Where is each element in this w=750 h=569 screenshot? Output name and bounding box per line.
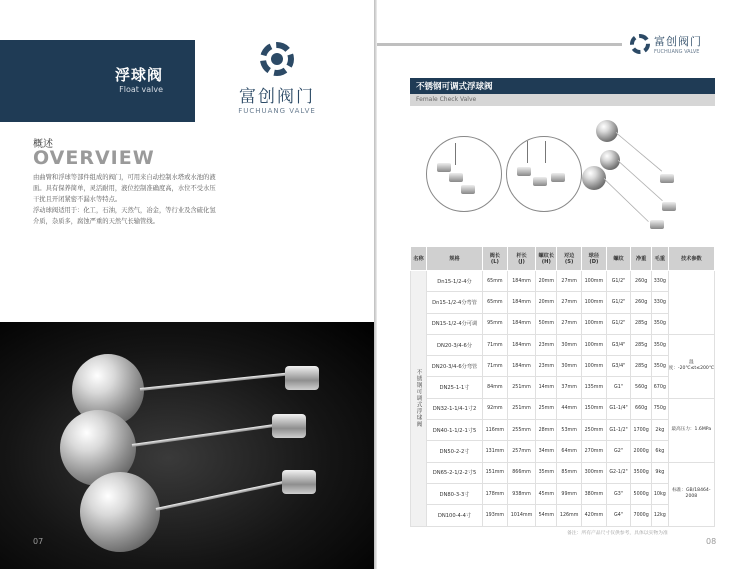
spec-cell-gross: 2kg bbox=[651, 420, 668, 441]
column-header: 毛重 bbox=[651, 247, 668, 271]
spec-cell-l: 65mm bbox=[483, 271, 508, 292]
spec-cell-thread: G2" bbox=[606, 441, 631, 462]
model-cell: DN20-3/4-6分 bbox=[427, 334, 483, 355]
tech-param-cell: 标准：GB/18464-2008 bbox=[668, 462, 714, 526]
spec-cell-d: 420mm bbox=[582, 505, 607, 526]
spec-cell-thread: G1-1/4" bbox=[606, 398, 631, 419]
spec-cell-j: 251mm bbox=[507, 398, 536, 419]
column-header: 螺纹 bbox=[606, 247, 631, 271]
spec-cell-d: 100mm bbox=[582, 356, 607, 377]
spec-cell-s: 27mm bbox=[557, 292, 582, 313]
spec-cell-gross: 670g bbox=[651, 377, 668, 398]
float-ball-image bbox=[596, 120, 618, 142]
spec-cell-net: 285g bbox=[631, 313, 652, 334]
spec-cell-h: 25mm bbox=[536, 398, 557, 419]
footnote: 备注：所有产品尺寸仅供参考，具体以实物为准 bbox=[567, 531, 668, 536]
column-header: 技术参数 bbox=[668, 247, 714, 271]
spec-cell-s: 30mm bbox=[557, 334, 582, 355]
spec-cell-l: 131mm bbox=[483, 441, 508, 462]
page-title: 浮球阀 bbox=[114, 66, 163, 84]
tech-param-cell bbox=[668, 271, 714, 335]
tech-param-cell: 最高压力：1.6MPa bbox=[668, 398, 714, 462]
table-row bbox=[411, 398, 715, 419]
section-title: 不锈钢可调式浮球阀 bbox=[410, 78, 715, 94]
product-circle-image bbox=[426, 136, 502, 212]
spec-cell-gross: 9kg bbox=[651, 462, 668, 483]
table-row bbox=[411, 271, 715, 292]
model-cell: Dn15-1/2-4分弯管 bbox=[427, 292, 483, 313]
overview-body bbox=[33, 172, 221, 227]
section-subtitle: Female Check Valve bbox=[410, 94, 715, 106]
spec-cell-gross: 10kg bbox=[651, 483, 668, 504]
valve-body-image bbox=[285, 366, 319, 390]
spec-cell-d: 270mm bbox=[582, 441, 607, 462]
spec-cell-j: 184mm bbox=[507, 271, 536, 292]
spec-cell-j: 184mm bbox=[507, 334, 536, 355]
overview-paragraph: 由曲臂和浮球等部件组成的阀门，可用来自动控制水塔或水池的液面。具有保养简单，灵活耐用，液位控制准确度高，水位不受水压干扰且开闭紧密不漏水等特点。 bbox=[33, 174, 216, 203]
spec-cell-h: 34mm bbox=[536, 441, 557, 462]
float-rod-image bbox=[156, 480, 289, 511]
model-cell: DN80-3-3寸 bbox=[427, 483, 483, 504]
spec-cell-gross: 350g bbox=[651, 334, 668, 355]
valve-body-image bbox=[650, 220, 664, 229]
spec-cell-gross: 750g bbox=[651, 398, 668, 419]
spec-cell-j: 184mm bbox=[507, 313, 536, 334]
spec-cell-thread: G1/2" bbox=[606, 271, 631, 292]
spec-cell-h: 28mm bbox=[536, 420, 557, 441]
column-header: 对边 (S) bbox=[557, 247, 582, 271]
column-header: 螺纹长 (H) bbox=[536, 247, 557, 271]
model-cell: DN32-1-1/4-1寸2 bbox=[427, 398, 483, 419]
spec-cell-d: 100mm bbox=[582, 292, 607, 313]
spec-cell-h: 23mm bbox=[536, 334, 557, 355]
spec-cell-net: 1700g bbox=[631, 420, 652, 441]
spec-cell-j: 866mm bbox=[507, 462, 536, 483]
model-cell: DN15-1/2-4分可调 bbox=[427, 313, 483, 334]
spec-cell-net: 260g bbox=[631, 292, 652, 313]
valve-body-image bbox=[282, 470, 316, 494]
spec-cell-s: 30mm bbox=[557, 356, 582, 377]
model-cell: DN20-3/4-6分弯管 bbox=[427, 356, 483, 377]
spec-cell-net: 285g bbox=[631, 334, 652, 355]
spec-cell-h: 20mm bbox=[536, 292, 557, 313]
valve-body-image bbox=[662, 202, 676, 211]
model-cell: DN50-2-2寸 bbox=[427, 441, 483, 462]
spec-cell-gross: 350g bbox=[651, 356, 668, 377]
float-ball-image bbox=[80, 472, 160, 552]
column-header: 名称 bbox=[411, 247, 427, 271]
overview-heading: OVERVIEW bbox=[33, 147, 155, 169]
spec-cell-net: 7000g bbox=[631, 505, 652, 526]
model-cell: DN25-1-1寸 bbox=[427, 377, 483, 398]
spec-cell-net: 3500g bbox=[631, 462, 652, 483]
spec-cell-s: 44mm bbox=[557, 398, 582, 419]
spec-cell-d: 300mm bbox=[582, 462, 607, 483]
spec-cell-s: 85mm bbox=[557, 462, 582, 483]
column-header: 净重 bbox=[631, 247, 652, 271]
spec-cell-d: 135mm bbox=[582, 377, 607, 398]
gear-logo-icon bbox=[630, 34, 650, 54]
spec-cell-thread: G3" bbox=[606, 483, 631, 504]
spec-cell-l: 92mm bbox=[483, 398, 508, 419]
spec-cell-s: 64mm bbox=[557, 441, 582, 462]
float-ball-image bbox=[582, 166, 606, 190]
product-illustration bbox=[410, 106, 715, 244]
left-page bbox=[0, 0, 374, 569]
spec-cell-gross: 350g bbox=[651, 313, 668, 334]
spec-cell-l: 193mm bbox=[483, 505, 508, 526]
spec-cell-gross: 330g bbox=[651, 271, 668, 292]
spec-cell-j: 257mm bbox=[507, 441, 536, 462]
float-rod-image bbox=[140, 372, 289, 391]
logo-name: 富创阀门 bbox=[654, 35, 702, 48]
spec-cell-thread: G1/2" bbox=[606, 313, 631, 334]
model-cell: Dn15-1/2-4分 bbox=[427, 271, 483, 292]
spec-cell-thread: G2-1/2" bbox=[606, 462, 631, 483]
spec-cell-d: 150mm bbox=[582, 398, 607, 419]
product-circle-image bbox=[506, 136, 582, 212]
header-logo bbox=[630, 33, 702, 55]
spec-cell-s: 27mm bbox=[557, 271, 582, 292]
spec-cell-j: 251mm bbox=[507, 377, 536, 398]
spec-cell-l: 95mm bbox=[483, 313, 508, 334]
table-header-row bbox=[411, 247, 715, 271]
spec-cell-s: 126mm bbox=[557, 505, 582, 526]
float-rod-image bbox=[132, 423, 281, 447]
logo-name: 富创阀门 bbox=[239, 87, 315, 107]
column-header: 阀长 (L) bbox=[483, 247, 508, 271]
spec-cell-thread: G3/4" bbox=[606, 356, 631, 377]
spec-cell-j: 184mm bbox=[507, 292, 536, 313]
spec-cell-h: 20mm bbox=[536, 271, 557, 292]
model-cell: DN65-2-1/2-2寸5 bbox=[427, 462, 483, 483]
spec-cell-s: 99mm bbox=[557, 483, 582, 504]
spec-cell-h: 35mm bbox=[536, 462, 557, 483]
spec-cell-thread: G1" bbox=[606, 377, 631, 398]
spec-cell-d: 250mm bbox=[582, 420, 607, 441]
valve-body-image bbox=[272, 414, 306, 438]
spec-cell-net: 2000g bbox=[631, 441, 652, 462]
spec-cell-j: 938mm bbox=[507, 483, 536, 504]
spec-cell-l: 84mm bbox=[483, 377, 508, 398]
spec-cell-h: 14mm bbox=[536, 377, 557, 398]
spec-cell-s: 53mm bbox=[557, 420, 582, 441]
brand-logo bbox=[212, 42, 342, 122]
tech-param-cell: 温度：-20℃≤t≤200℃ bbox=[668, 334, 714, 398]
overview-paragraph: 浮动球阀适用于：化工，石油，天然气，冶金，等行业及含硫化氢介质，杂质多，腐蚀严重的天然气长输管线。 bbox=[33, 207, 216, 225]
table-row bbox=[411, 334, 715, 355]
spec-cell-d: 100mm bbox=[582, 334, 607, 355]
spec-cell-h: 45mm bbox=[536, 483, 557, 504]
spec-cell-gross: 330g bbox=[651, 292, 668, 313]
spec-cell-j: 184mm bbox=[507, 356, 536, 377]
spec-cell-thread: G1-1/2" bbox=[606, 420, 631, 441]
title-block bbox=[0, 40, 195, 122]
column-header: 规格 bbox=[427, 247, 483, 271]
spec-cell-d: 100mm bbox=[582, 313, 607, 334]
spec-cell-thread: G3/4" bbox=[606, 334, 631, 355]
spec-cell-gross: 6kg bbox=[651, 441, 668, 462]
page-title-en: Float valve bbox=[119, 85, 163, 94]
spec-cell-s: 27mm bbox=[557, 313, 582, 334]
spec-cell-net: 560g bbox=[631, 377, 652, 398]
logo-name-en: FUCHUANG VALVE bbox=[238, 107, 316, 115]
spec-cell-l: 116mm bbox=[483, 420, 508, 441]
spec-cell-net: 5000g bbox=[631, 483, 652, 504]
column-header: 球径 (D) bbox=[582, 247, 607, 271]
valve-body-image bbox=[660, 174, 674, 183]
page-number: 07 bbox=[33, 537, 44, 546]
logo-name-en: FUCHUANG VALVE bbox=[654, 49, 700, 55]
spec-cell-j: 1014mm bbox=[507, 505, 536, 526]
float-rod-image bbox=[604, 178, 649, 222]
spec-cell-l: 65mm bbox=[483, 292, 508, 313]
spec-cell-l: 71mm bbox=[483, 356, 508, 377]
spec-cell-net: 660g bbox=[631, 398, 652, 419]
spec-cell-l: 178mm bbox=[483, 483, 508, 504]
spec-cell-net: 260g bbox=[631, 271, 652, 292]
spec-cell-l: 71mm bbox=[483, 334, 508, 355]
spec-cell-thread: G4" bbox=[606, 505, 631, 526]
right-page bbox=[377, 0, 750, 569]
overview-heading-zh: 概述 bbox=[33, 139, 53, 150]
spec-cell-s: 37mm bbox=[557, 377, 582, 398]
model-cell: DN40-1-1/2-1寸5 bbox=[427, 420, 483, 441]
spec-cell-j: 255mm bbox=[507, 420, 536, 441]
spec-cell-d: 100mm bbox=[582, 271, 607, 292]
model-cell: DN100-4-4寸 bbox=[427, 505, 483, 526]
page-number: 08 bbox=[706, 537, 717, 546]
spec-cell-h: 50mm bbox=[536, 313, 557, 334]
column-header: 杆长 (J) bbox=[507, 247, 536, 271]
spec-cell-gross: 12kg bbox=[651, 505, 668, 526]
spec-cell-d: 380mm bbox=[582, 483, 607, 504]
spec-cell-h: 54mm bbox=[536, 505, 557, 526]
spec-cell-thread: G1/2" bbox=[606, 292, 631, 313]
spec-table bbox=[410, 246, 715, 527]
product-name-cell: 不锈钢可调式浮球阀 bbox=[411, 271, 427, 527]
gear-logo-icon bbox=[260, 42, 294, 76]
spec-cell-h: 23mm bbox=[536, 356, 557, 377]
spec-cell-net: 285g bbox=[631, 356, 652, 377]
header-rule bbox=[377, 43, 622, 46]
spec-cell-l: 151mm bbox=[483, 462, 508, 483]
table-row bbox=[411, 462, 715, 483]
product-photo bbox=[0, 322, 374, 569]
